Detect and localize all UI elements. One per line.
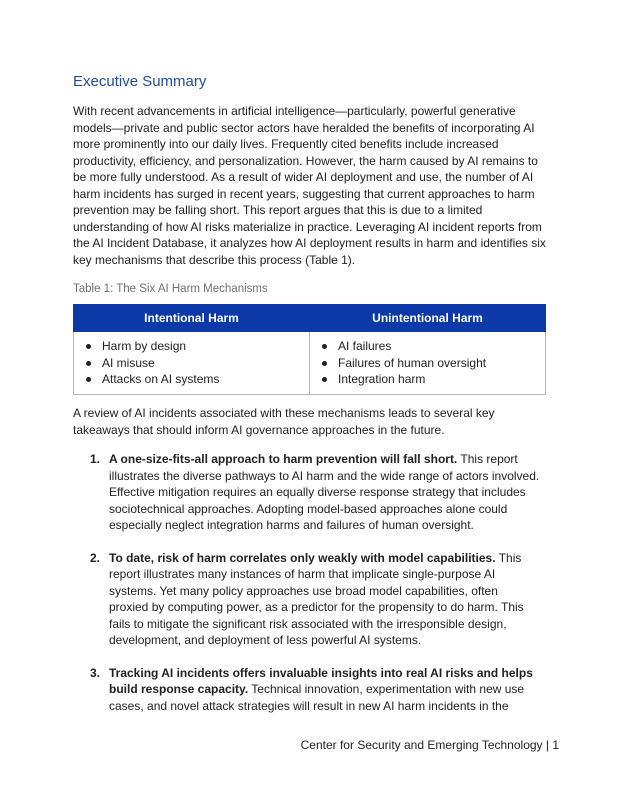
table-body-row: [74, 332, 546, 395]
takeaway-number: 2.: [90, 550, 101, 565]
page-footer: Center for Security and Emerging Technology | 1: [300, 738, 559, 752]
takeaway-item: [90, 665, 540, 715]
takeaway-number: 1.: [90, 452, 101, 466]
list-item: AI failures: [320, 338, 537, 355]
section-heading: Executive Summary: [73, 73, 207, 90]
list-item: Harm by design: [84, 338, 301, 355]
takeaway-text: This report illustrates the diverse pathways to AI harm and the wide range of actors involved. Effective mitigation requires an equally diverse response strategy that includes sociotechnical approaches. Adopting model-based approaches alone could especially neglect integration harms and failures of human oversight.: [109, 452, 540, 532]
list-item: Integration harm: [320, 371, 537, 388]
takeaway-text: Technical innovation, experimentation with new use cases, and novel attack strategies will result in new AI harm incidents in the: [109, 682, 525, 713]
table-header-row: [74, 305, 546, 332]
takeaway-heading: Tracking AI incidents offers invaluable insights into real AI risks and helps build response capacity.: [109, 665, 533, 696]
takeaway-number: 3.: [90, 665, 101, 680]
table-caption: Table 1: The Six AI Harm Mechanisms: [73, 283, 268, 295]
review-paragraph: A review of AI incidents associated with these mechanisms leads to several key takeaways that should inform AI governance approaches in the future.: [73, 406, 495, 437]
header-unintentional-harm: Unintentional Harm: [310, 305, 546, 332]
list-item: Failures of human oversight: [320, 355, 537, 372]
unintentional-harm-list: [320, 338, 537, 388]
intentional-harm-list: [84, 338, 301, 388]
takeaway-item: [90, 550, 540, 649]
intentional-harm-cell: [74, 332, 310, 395]
takeaways-list: [90, 451, 540, 714]
intro-paragraph: With recent advancements in artificial intelligence—particularly, powerful generative models—private and public sector actors have heralded the benefits of incorporating AI more prominently into our daily lives. Frequently cited benefits include increased productivity, efficiency, and personalization. However, the harm caused by AI remains to be more fully understood. As a result of wider AI deployment and use, the number of AI harm incidents has surged in recent years, suggesting that current approaches to harm prevention may be falling short. This report argues that this is due to a limited understanding of how AI risks materialize in practice. Leveraging AI incident reports from the AI Incident Database, it analyzes how AI deployment results in harm and identifies six key mechanisms that describe this process (Table 1).: [73, 104, 546, 267]
header-intentional-harm: Intentional Harm: [74, 305, 310, 332]
list-item: Attacks on AI systems: [84, 371, 301, 388]
list-item: AI misuse: [84, 355, 301, 372]
takeaway-item: [90, 451, 540, 534]
harm-mechanisms-table: [73, 304, 546, 395]
takeaway-heading: To date, risk of harm correlates only weakly with model capabilities.: [109, 550, 496, 565]
unintentional-harm-cell: [310, 332, 546, 395]
takeaway-text: This report illustrates many instances of harm that implicate single-purpose AI systems. Yet many policy approaches use broad model capabilities, often proxied by computing power, as a predictor for the propensity to do harm. This fails to mitigate the significant risk associated with the irresponsible design, development, and deployment of less powerful AI systems.: [109, 550, 524, 647]
takeaway-heading: A one-size-fits-all approach to harm prevention will fall short.: [109, 452, 458, 466]
